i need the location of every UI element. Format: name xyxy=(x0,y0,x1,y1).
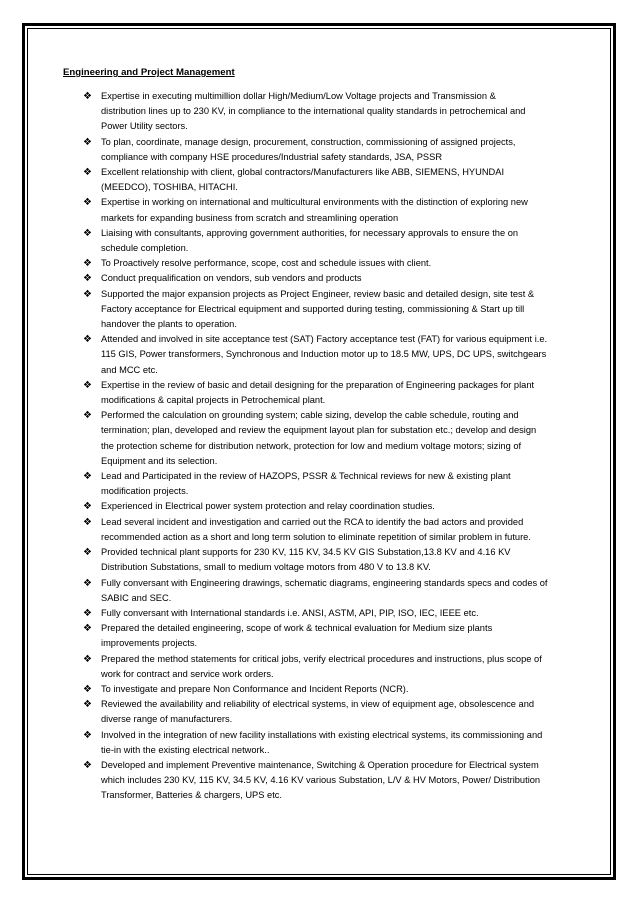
list-item-line: Developed and implement Preventive maintenance, Switching & Operation procedure for Electrical system xyxy=(101,759,539,770)
list-item-line: modification projects. xyxy=(101,486,189,497)
list-item-line: Transformer, Batteries & chargers, UPS etc. xyxy=(101,790,283,801)
diamond-bullet-icon: ❖ xyxy=(83,410,92,422)
diamond-bullet-icon: ❖ xyxy=(83,227,92,239)
section-heading: Engineering and Project Management xyxy=(63,67,235,78)
list-item xyxy=(63,728,579,758)
diamond-bullet-icon: ❖ xyxy=(83,273,92,285)
list-item-line: modifications & capital projects in Petrochemical plant. xyxy=(101,395,326,406)
list-item-line: termination; plan, developed and review the equipment layout plan for substation etc.; develop and design xyxy=(101,425,537,436)
diamond-bullet-icon: ❖ xyxy=(83,501,92,513)
list-item-line: schedule completion. xyxy=(101,243,189,254)
list-item-line: and MCC etc. xyxy=(101,364,158,375)
diamond-bullet-icon: ❖ xyxy=(83,471,92,483)
list-item-line: diverse range of manufacturers. xyxy=(101,714,233,725)
list-item xyxy=(63,135,579,165)
list-item-line: improvements projects. xyxy=(101,638,198,649)
list-item xyxy=(63,165,579,195)
list-item-line: Involved in the integration of new facility installations with existing electrical systems, its commissioning and xyxy=(101,729,543,740)
list-item-line: distribution lines up to 230 KV, in compliance to the international quality standards in petrochemical and xyxy=(101,106,526,117)
diamond-bullet-icon: ❖ xyxy=(83,607,92,619)
diamond-bullet-icon: ❖ xyxy=(83,197,92,209)
list-item-line: Lead and Participated in the review of HAZOPS, PSSR & Technical reviews for new & existing plant xyxy=(101,471,511,482)
list-item-line: SABIC and SEC. xyxy=(101,592,172,603)
list-item xyxy=(63,545,579,575)
list-item-line: Expertise in working on international and multicultural environments with the distinction of exploring new xyxy=(101,197,528,208)
list-item-line: To plan, coordinate, manage design, procurement, construction, commissioning of assigned projects, xyxy=(101,136,516,147)
list-item-line: Distribution Substations, small to medium voltage motors from 480 V to 13.8 KV. xyxy=(101,562,431,573)
diamond-bullet-icon: ❖ xyxy=(83,683,92,695)
list-item-line: the protection scheme for distribution network, protection for low and medium voltage motors; sizing of xyxy=(101,440,522,451)
diamond-bullet-icon: ❖ xyxy=(83,759,92,771)
list-item xyxy=(63,469,579,499)
diamond-bullet-icon: ❖ xyxy=(83,91,92,102)
list-item xyxy=(63,682,579,697)
list-item-line: Prepared the detailed engineering, scope of work & technical evaluation for Medium size plants xyxy=(101,623,493,634)
list-item-line: Provided technical plant supports for 230 KV, 115 KV, 34.5 KV GIS Substation,13.8 KV and 4.16 KV xyxy=(101,547,511,558)
list-item-line: Equipment and its selection. xyxy=(101,455,218,466)
list-item-line: handover the plants to operation. xyxy=(101,319,237,330)
list-item xyxy=(63,226,579,256)
list-item-line: Prepared the method statements for critical jobs, verify electrical procedures and instructions, plus scope of xyxy=(101,653,542,664)
diamond-bullet-icon: ❖ xyxy=(83,167,92,179)
diamond-bullet-icon: ❖ xyxy=(83,577,92,589)
list-item-line: Expertise in the review of basic and detail designing for the preparation of Engineering packages for plant xyxy=(101,379,535,390)
list-item-line: To Proactively resolve performance, scope, cost and schedule issues with client. xyxy=(101,258,432,269)
list-item-line: Expertise in executing multimillion dollar High/Medium/Low Voltage projects and Transmission & xyxy=(101,91,496,101)
list-item-line: Attended and involved in site acceptance test (SAT) Factory acceptance test (FAT) for various equipment i.e. xyxy=(101,334,548,345)
list-item-line: which includes 230 KV, 115 KV, 34.5 KV, 4.16 KV various Substation, L/V & HV Motors, Power/ Distribution xyxy=(101,775,541,786)
list-item-line: Factory acceptance for Electrical equipment and supported during testing, commissioning & Start up till xyxy=(101,303,525,314)
diamond-bullet-icon: ❖ xyxy=(83,258,92,270)
list-item xyxy=(63,621,579,651)
bullet-list xyxy=(63,89,579,804)
diamond-bullet-icon: ❖ xyxy=(83,729,92,741)
list-item-line: compliance with company HSE procedures/Industrial safety standards, JSA, PSSR xyxy=(101,151,443,162)
list-item-line: Excellent relationship with client, global contractors/Manufacturers like ABB, SIEMENS, HYUNDAI xyxy=(101,167,505,178)
document-content xyxy=(63,66,579,804)
list-item xyxy=(63,652,579,682)
diamond-bullet-icon: ❖ xyxy=(83,623,92,635)
list-item-line: recommended action as a short and long term solution to eliminate repetition of similar problem in future. xyxy=(101,531,531,542)
list-item xyxy=(63,195,579,225)
list-item-line: Performed the calculation on grounding system; cable sizing, develop the cable schedule, routing and xyxy=(101,410,519,421)
diamond-bullet-icon: ❖ xyxy=(83,288,92,300)
list-item-line: To investigate and prepare Non Conformance and Incident Reports (NCR). xyxy=(101,683,409,694)
list-item-line: Experienced in Electrical power system protection and relay coordination studies. xyxy=(101,501,435,512)
diamond-bullet-icon: ❖ xyxy=(83,379,92,391)
list-item xyxy=(63,499,579,514)
list-item xyxy=(63,515,579,545)
list-item-line: Fully conversant with International standards i.e. ANSI, ASTM, API, PIP, ISO, IEC, IEEE etc. xyxy=(101,607,479,618)
diamond-bullet-icon: ❖ xyxy=(83,516,92,528)
list-item xyxy=(63,408,579,469)
list-item-line: Supported the major expansion projects as Project Engineer, review basic and detailed design, site test & xyxy=(101,288,535,299)
list-item-line: 115 GIS, Power transformers, Synchronous and Induction motor up to 18.5 MW, UPS, DC UPS, switchgears xyxy=(101,349,547,360)
list-item-line: Fully conversant with Engineering drawings, schematic diagrams, engineering standards specs and codes of xyxy=(101,577,548,588)
list-item xyxy=(63,758,579,804)
list-item-line: work for contract and service work orders. xyxy=(101,668,274,679)
diamond-bullet-icon: ❖ xyxy=(83,653,92,665)
list-item-line: (MEEDCO), TOSHIBA, HITACHI. xyxy=(101,182,238,193)
list-item xyxy=(63,378,579,408)
list-item xyxy=(63,287,579,333)
diamond-bullet-icon: ❖ xyxy=(83,334,92,346)
list-item-line: markets for expanding business from scratch and streamlining operation xyxy=(101,212,399,223)
list-item-line: Power Utility sectors. xyxy=(101,121,188,132)
list-item-line: Liaising with consultants, approving government authorities, for necessary approvals to ensure the on xyxy=(101,227,519,238)
list-item-line: Lead several incident and investigation and carried out the RCA to identify the bad actors and provided xyxy=(101,516,524,527)
list-item-line: Conduct prequalification on vendors, sub vendors and products xyxy=(101,273,362,284)
list-item-line: tie-in with the existing electrical network.. xyxy=(101,744,270,755)
diamond-bullet-icon: ❖ xyxy=(83,547,92,559)
diamond-bullet-icon: ❖ xyxy=(83,136,92,148)
list-item xyxy=(63,332,579,378)
list-item xyxy=(63,576,579,606)
list-item xyxy=(63,606,579,621)
list-item xyxy=(63,271,579,286)
list-item xyxy=(63,89,579,135)
list-item xyxy=(63,697,579,727)
list-item xyxy=(63,256,579,271)
diamond-bullet-icon: ❖ xyxy=(83,699,92,711)
list-item-line: Reviewed the availability and reliability of electrical systems, in view of equipment age, obsolescence and xyxy=(101,699,535,710)
